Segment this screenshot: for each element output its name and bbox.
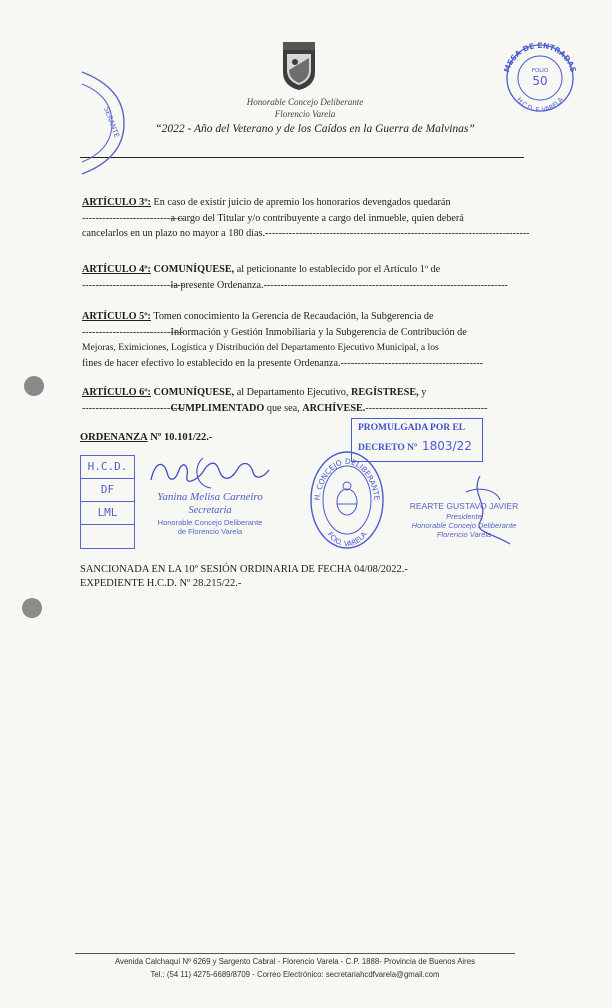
article-3-label: ARTÍCULO 3º: [82, 197, 151, 208]
article-5-line1: Tomen conocimiento la Gerencia de Recaudación, la Subgerencia de [153, 311, 434, 322]
side-stamp-text: SERANTE [102, 105, 121, 139]
entry-stamp [500, 40, 580, 112]
article-3-line3: cancelarlos en un plazo no mayor a 180 días. [82, 228, 266, 239]
article-4-keyword: COMUNÍQUESE, [153, 264, 235, 275]
entry-stamp-bottom: H.C.D. F. VARELA [515, 95, 565, 112]
indent-dashes: ------------------------------ [82, 326, 184, 338]
punch-hole [24, 376, 44, 396]
decree-number: 1803/22 [422, 439, 472, 453]
secretary-title: Secretaria [188, 505, 232, 516]
entry-stamp-folio: FOLIO [531, 68, 549, 74]
ordinance-label: ORDENANZA [80, 432, 148, 443]
footer-contact: Tel.: (54 11) 4275-6689/8709 - Correo Electrónico: secretariahcdfvarela@gmail.com [150, 970, 440, 979]
president-org: Honorable Concejo Deliberante [411, 521, 517, 530]
article-6 [82, 385, 522, 416]
trailing-dashes: ------------------------------------ [365, 402, 488, 414]
trailing-dashes: ------------------------------------------------------------------------ [263, 279, 508, 291]
svg-text:FCIO. VARELA [326, 530, 369, 548]
promulgation-line1: PROMULGADA POR EL [358, 423, 466, 433]
hcd-initials-box [80, 455, 135, 549]
article-6-text3: que sea, [266, 402, 300, 414]
side-stamp-icon [78, 68, 128, 178]
indent-dashes: ------------------------------ [82, 279, 184, 291]
article-3-line2: a cargo del Titular y/o contribuyente a cargo del inmueble, quien deberá [170, 212, 464, 224]
secretary-org: Honorable Concejo Deliberante [157, 518, 263, 527]
entry-stamp-top: MESA DE ENTRADAS [501, 40, 578, 74]
hcd-box-cell: H.C.D. [81, 456, 134, 479]
article-3-line1: En caso de existir juicio de apremio los honorarios devengados quedarán [153, 197, 451, 208]
year-motto: “2022 - Año del Veterano y de los Caídos en la Guerra de Malvinas” [155, 123, 475, 135]
ordinance-value: Nº 10.101/22.- [150, 432, 213, 443]
punch-hole [22, 598, 42, 618]
president-org-city: Florencio Varela [436, 530, 492, 539]
article-6-kw1: COMUNÍQUESE, [153, 387, 235, 398]
article-6-text2: y [421, 387, 427, 398]
indent-dashes: ------------------------------ [82, 212, 184, 224]
hcd-box-cell [81, 525, 134, 547]
header-rule [80, 157, 524, 158]
article-6-text1: al Departamento Ejecutivo, [236, 387, 349, 398]
expediente-line: EXPEDIENTE H.C.D. Nº 28.215/22.- [80, 578, 242, 589]
article-6-kw2: REGÍSTRESE, [351, 387, 419, 398]
president-name: REARTE GUSTAVO JAVIER [409, 501, 519, 511]
president-role: Presidente [446, 512, 482, 521]
secretary-name: Yanina Melisa Carneiro [157, 491, 263, 503]
entry-stamp-number: 50 [532, 74, 548, 88]
session-line: SANCIONADA EN LA 10º SESIÓN ORDINARIA DE FECHA 04/08/2022.- [80, 564, 408, 575]
trailing-dashes: ------------------------------------------------------------------------------ [265, 228, 530, 239]
hcd-box-cell: LML [81, 502, 134, 525]
indent-dashes: ------------------------------ [82, 402, 184, 414]
council-seal [307, 448, 387, 552]
secretary-org-city: de Florencio Varela [177, 527, 243, 536]
article-4-label: ARTÍCULO 4º: [82, 264, 151, 275]
article-5-label: ARTÍCULO 5º: [82, 311, 151, 322]
hcd-box-cell: DF [81, 479, 134, 502]
article-3 [82, 195, 530, 242]
coat-of-arms-icon [279, 40, 319, 92]
footer-rule [75, 953, 515, 954]
seal-top-text: H. CONCEJO DELIBERANTE [312, 456, 382, 501]
trailing-dashes: ------------------------------------------ [340, 357, 484, 369]
svg-text:H.C.D. F. VARELA [515, 95, 565, 112]
ordinance-number [80, 432, 212, 443]
article-4-line1: al peticionante lo establecido por el Artículo 1º de [236, 264, 441, 275]
footer-address: Avenida Calchaquí Nº 6269 y Sargento Cabral - Florencio Varela - C.P. 1888- Provincia de Buenos Aires [115, 957, 475, 966]
national-shield-icon [337, 482, 357, 515]
article-6-label: ARTÍCULO 6º: [82, 387, 151, 398]
council-city: Florencio Varela [274, 109, 336, 119]
article-5-line3: Mejoras, Eximiciones, Logística y Distribución del Departamento Ejecutivo Municipal, a los [82, 342, 439, 353]
promulgation-line2: DECRETO Nº [358, 443, 418, 453]
seal-bottom-text: FCIO. VARELA [325, 530, 369, 549]
article-4 [82, 262, 522, 293]
article-5 [82, 309, 522, 371]
article-5-line4: fines de hacer efectivo lo establecido en la presente Ordenanza. [82, 357, 341, 369]
article-4-line2: la presente Ordenanza. [170, 279, 264, 291]
secretary-signature-icon [145, 452, 275, 494]
article-5-line2: Información y Gestión Inmobiliaria y la Subgerencia de Contribución de [170, 326, 467, 338]
article-6-kw3: CUMPLIMENTADO [170, 402, 265, 414]
council-name: Honorable Concejo Deliberante [246, 97, 364, 107]
article-6-kw4: ARCHÍVESE. [302, 402, 366, 414]
